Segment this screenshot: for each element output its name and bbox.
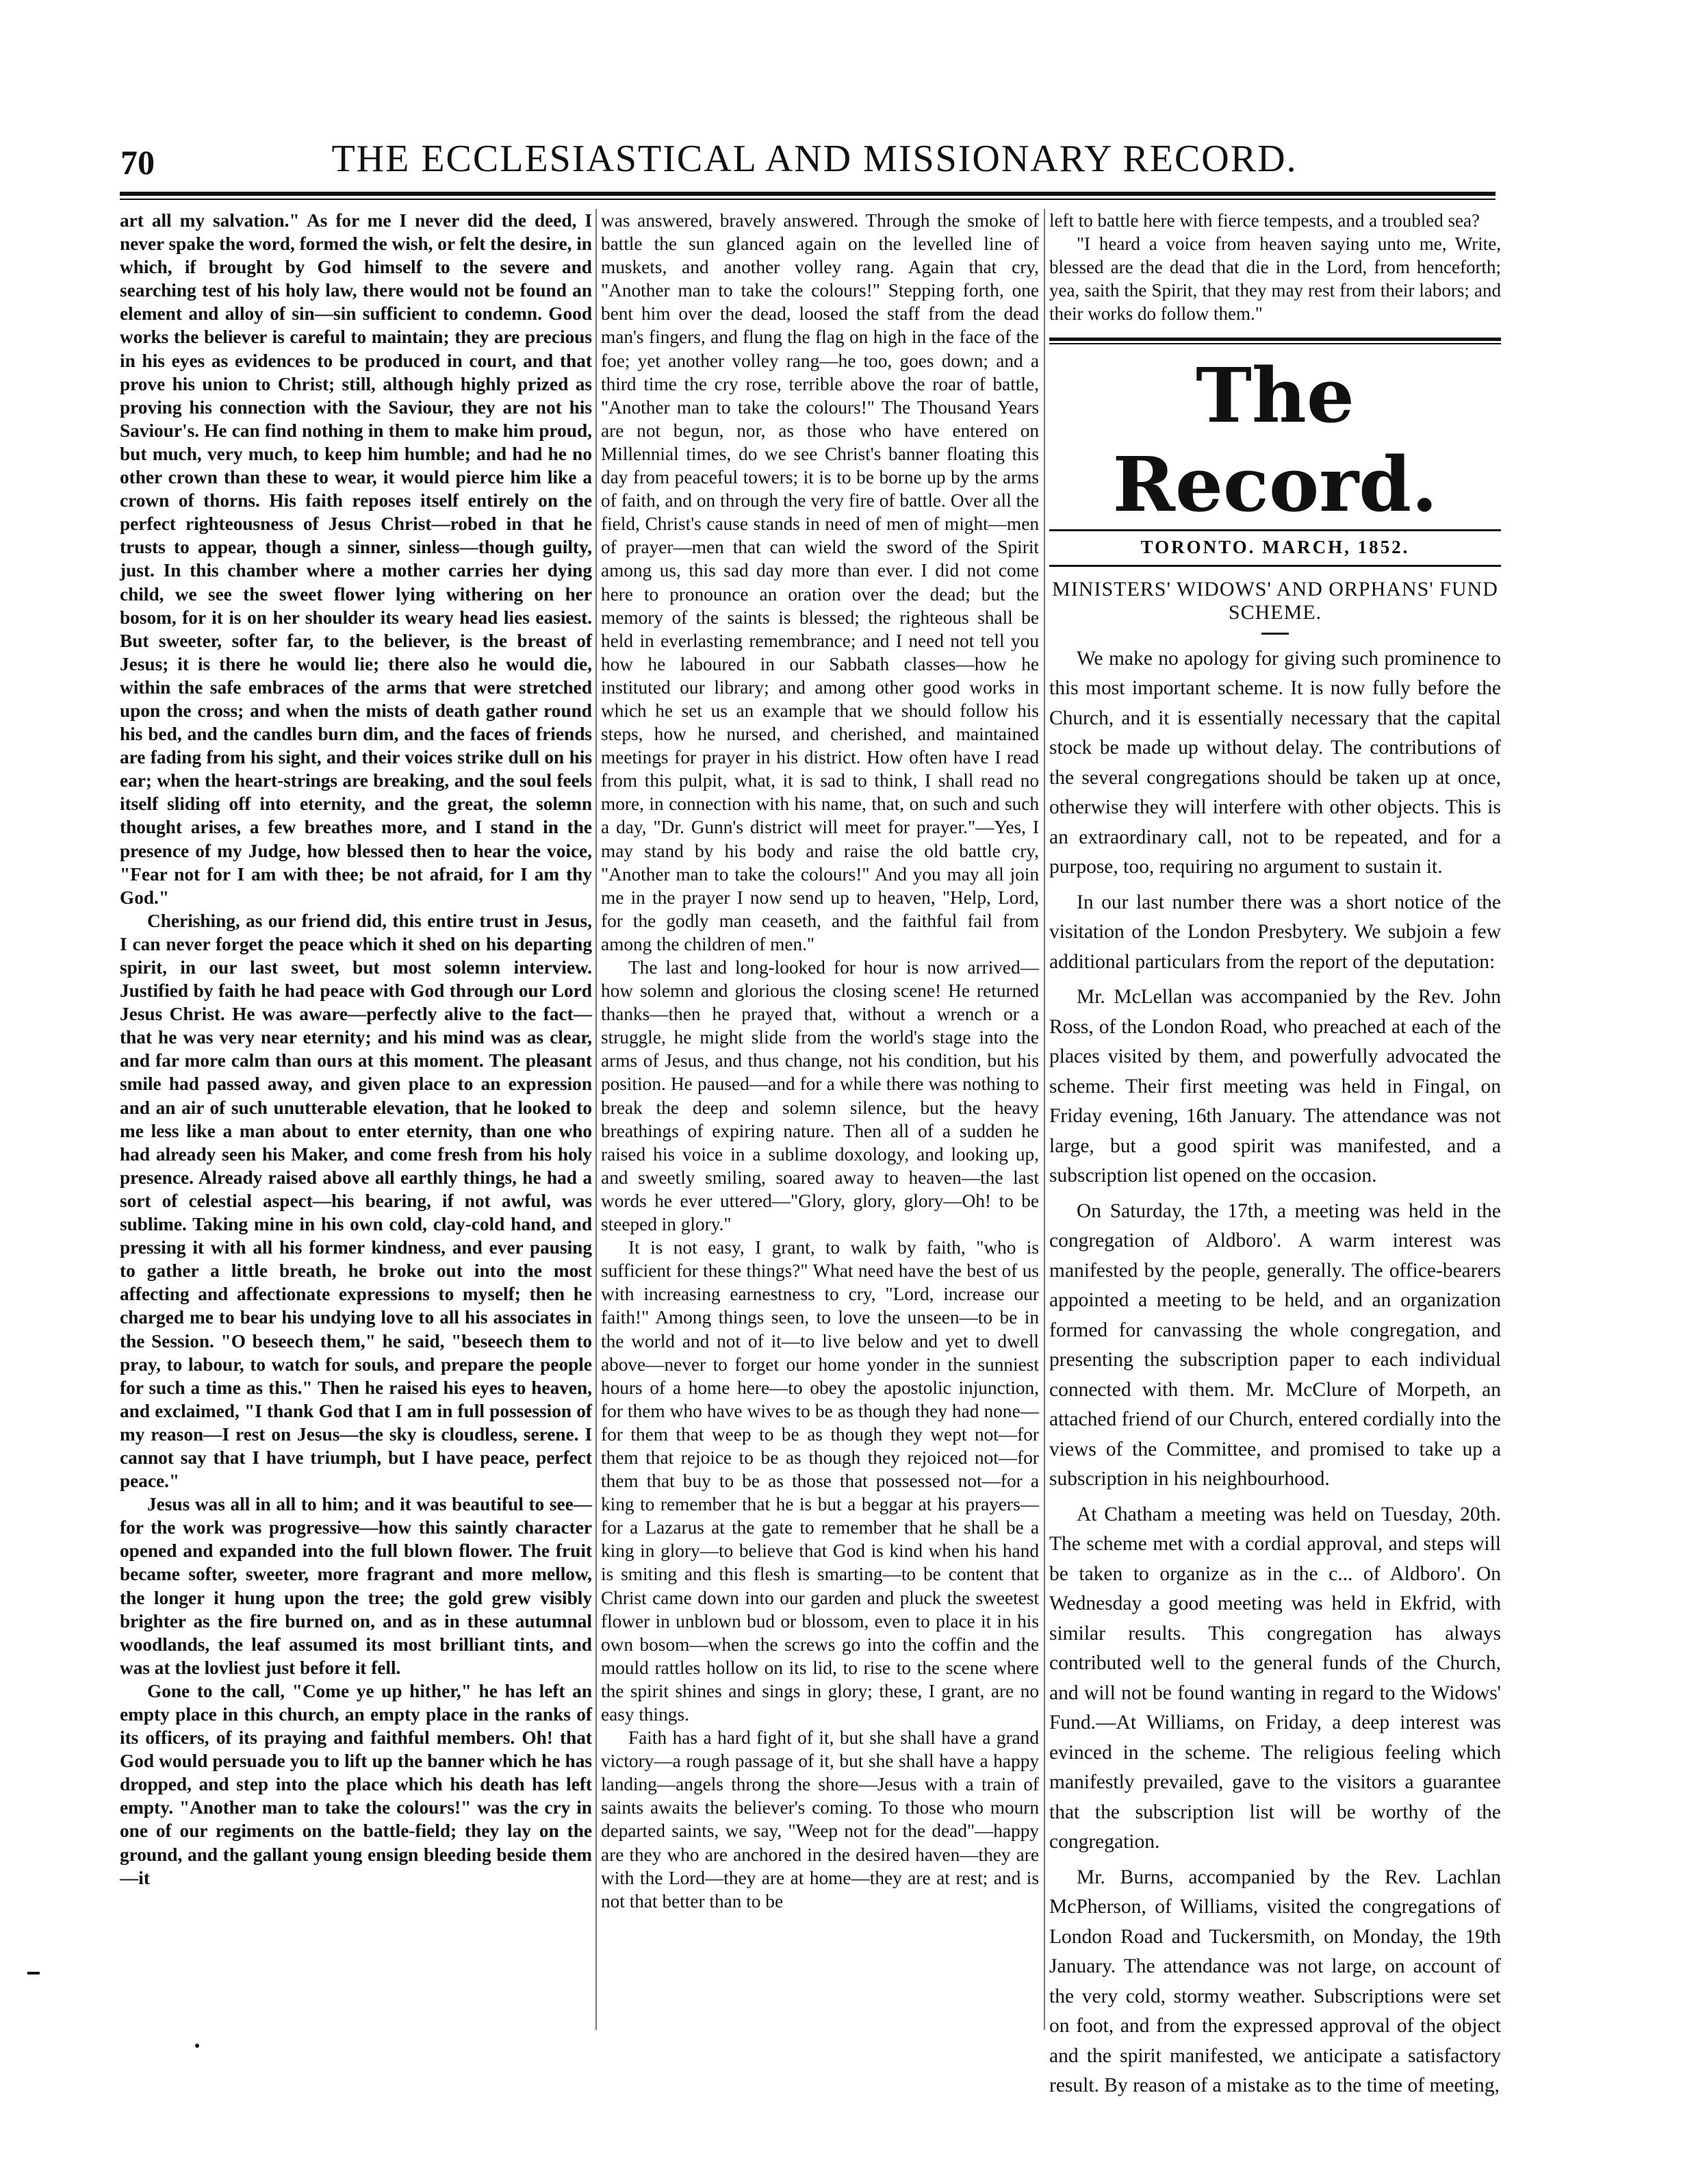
margin-dash [27, 1972, 40, 1975]
margin-dot [195, 2044, 199, 2048]
paragraph: Jesus was all in all to him; and it was beautiful to see—for the work was progressive—how this saintly character opened and expanded into the full blown flower. The fruit became softer, sweeter, more fragrant and more mellow, the longer it hung upon the tree; the gold grew visibly brighter as the fire burned on, and as in these autumnal woodlands, the leaf assumed its most brilliant tints, and was at the lovliest just before it fell. [120, 1494, 592, 1678]
article-title: MINISTERS' WIDOWS' AND ORPHANS' FUND SCHEME. [1052, 577, 1498, 624]
paragraph: At Chatham a meeting was held on Tuesday, 20th. The scheme met with a cordial approval, and steps will be taken to organize as in the c... of Aldboro'. On Wednesday a good meeting was held in Ekfrid, with similar results. This congregation has always contributed well to the general funds of the Church, and will not be found wanting in regard to the Widows' Fund.—At Williams, on Friday, a deep interest was evinced in the scheme. The religious feeling which manifestly prevailed, gave to the visitors a guarantee that the subscription list will be worthy of the congregation. [1049, 1503, 1501, 1853]
paragraph: "I heard a voice from heaven saying unto me, Write, blessed are the dead that die in the Lord, from henceforth; yea, saith the Spirit, that they may rest from their labors; and their works do follow them." [1049, 233, 1501, 325]
masthead: The Record. [1112, 351, 1438, 529]
paragraph: art all my salvation." As for me I never did the deed, I never spake the word, formed the wish, or felt the desire, in which, if brought by God himself to the severe and searching test of his holy law, there would not be found an element and alloy of sin—sin sufficient to condemn. Good works the believer is careful to maintain; they are precious in his eyes as evidences to be produced in court, and that prove his union to Christ; still, although highly prized as proving his connection with the Saviour, they are not his Saviour's. He can find nothing in them to make him proud, but much, very much, to keep him humble; and had he no other crown than these to wear, it would pierce him like a crown of thorns. His faith reposes itself entirely on the perfect righteousness of Jesus Christ—robed in that he trusts to appear, though a sinner, sinless—though guilty, just. In this chamber where a mother carries her dying child, we see the sweet flower lying withering on her bosom, for it is on her shoulder its weary head lies easiest. But sweeter, softer far, to the believer, is the breast of Jesus; it is there he would lie; there also he would die, within the safe embraces of the arms that were stretched upon the cross; and when the mists of death gather round his bed, and the candles burn dim, and the faces of friends are fading from his sight, and their voices strike dull on his ear; when the heart-strings are breaking, and the soul feels itself sliding off into eternity, and the great, the solemn thought arises, a few breathes more, and I stand in the presence of my Judge, how blessed then to hear the voice, "Fear not for I am with thee; be not afraid, for I am thy God." [120, 210, 592, 908]
paragraph: Faith has a hard fight of it, but she shall have a grand victory—a rough passage of it, but she shall have a happy landing—angels throng the shore—Jesus with a train of saints awaits the believer's coming. To those who mourn departed saints, we say, "Weep not for the dead"—happy are they who are anchored in the desired haven—they are with the Lord—they are at home—they are at rest; and is not that better than to be [601, 1727, 1039, 1912]
paragraph: Mr. McLellan was accompanied by the Rev. John Ross, of the London Road, who preached at each of the places visited by them, and powerfully advocated the scheme. Their first meeting was held in Fingal, on Friday evening, 16th January. The attendance was not large, but a good spirit was manifested, and a subscription list opened on the occasion. [1049, 986, 1501, 1187]
paragraph: left to battle here with fierce tempests, and a troubled sea? [1049, 210, 1480, 231]
paragraph: The last and long-looked for hour is now arrived—how solemn and glorious the closing scene! He returned thanks—then he prayed that, without a wrench or a struggle, he might slide from the world's stage into the arms of Jesus, and thus change, not his condition, but his position. He paused—and for a while there was nothing to break the deep and solemn silence, but the heavy breathings of expiring nature. Then all of a sudden he raised his voice in a sublime doxology, and looking up, and sweetly smiling, soared away to heaven—the last words he ever uttered—"Glory, glory, glory—Oh! to be steeped in glory." [601, 957, 1039, 1235]
title-divider [1261, 633, 1289, 635]
paragraph: Cherishing, as our friend did, this entire trust in Jesus, I can never forget the peace which it shed on his departing spirit, in our last sweet, but most solemn interview. Justified by faith he had peace with God through our Lord Jesus Christ. He was aware—perfectly alive to the fact—that he was very near eternity; and his mind was as clear, and far more calm than ours at this moment. The pleasant smile had passed away, and given place to an expression and an air of such unutterable elevation, that he looked to me less like a man about to enter eternity, than one who had already seen his Maker, and come fresh from his holy presence. Already raised above all earthly things, he had a sort of celestial aspect—his bearing, if not awful, was sublime. Taking mine in his own cold, clay-cold hand, and pressing it with all his former kindness, and ever pausing to gather a little breath, he broke out into the most affecting and affectionate expressions to myself; then he charged me to bear his undying love to all his associates in the Session. "O beseech them," he said, "beseech them to pray, to labour, to watch for souls, and prepare the people for such a time as this." Then he raised his eyes to heaven, and exclaimed, "I thank God that I am in full possession of my reason—I rest on Jesus—the sky is cloudless, serene. I cannot say that I have triumph, but I have peace, perfect peace." [120, 910, 592, 1492]
column-rule-left [595, 209, 597, 2030]
column-rule-right [1044, 209, 1045, 2030]
paragraph: It is not easy, I grant, to walk by faith, "who is sufficient for these things?" What need have the best of us with increasing earnestness to cry, "Lord, increase our faith!" Among things seen, to love the unseen—to be in the world and not of it—to live below and yet to dwell above—never to forget our home yonder in the sunniest hours of a home here—to obey the apostolic injunction, for them who have wives to be as though they had none—for them that weep to be as though they wept not—for them that rejoice to be as though they rejoiced not—for them that buy to be as those that possessed not—for a king to remember that he is but a beggar at his prayers—for a Lazarus at the gate to remember that he shall be a king in glory—to believe that God is kind when his hand is smiting and this flesh is smarting—to be content that Christ came down into our garden and pluck the sweetest flower in unblown bud or blossom, even to place it in his own bosom—when the screws go into the coffin and the mould rattles hollow on its lid, to rise to the scene where the spirit shines and sings in glory; these, I grant, are no easy things. [601, 1237, 1039, 1725]
masthead-rule-bottom [1049, 529, 1501, 531]
paragraph: We make no apology for giving such prominence to this most important scheme. It is now fully before the Church, and it is essentially necessary that the capital stock be made up without delay. The contributions of the several congregations should be taken up at once, otherwise they will interfere with other objects. This is an extraordinary call, not to be repeated, and for a purpose, too, requiring no argument to sustain it. [1049, 647, 1501, 878]
column-2 [601, 209, 1039, 1913]
paragraph: In our last number there was a short notice of the visitation of the London Presbytery. We subjoin a few additional particulars from the report of the deputation: [1049, 891, 1501, 973]
paragraph: Mr. Burns, accompanied by the Rev. Lachlan McPherson, of Williams, visited the congregations of London Road and Tuckersmith, on Monday, the 19th January. The attendance was not large, on account of the very cold, stormy weather. Subscriptions were set on foot, and from the expressed approval of the object and the spirit manifested, we anticipate a satisfactory result. By reason of a mistake as to the time of meeting, [1049, 1866, 1501, 2097]
notice-block [1049, 209, 1501, 325]
page-header [103, 137, 1526, 199]
dateline: TORONTO. MARCH, 1852. [1140, 537, 1410, 558]
dateline-rule [1049, 565, 1501, 567]
article-body [1049, 644, 1501, 2101]
paragraph: Gone to the call, "Come ye up hither," he has left an empty place in this church, an empty place in the ranks of its officers, of its praying and faithful members. Oh! that God would persuade you to lift up the banner which he has dropped, and step into the place which his death has left empty. "Another man to take the colours!" was the cry in one of our regiments on the battle-field; they lay on the ground, and the gallant young ensign bleeding beside them—it [120, 1680, 592, 1888]
header-rule-thick [120, 192, 1496, 196]
column-1 [120, 209, 592, 1890]
paragraph: On Saturday, the 17th, a meeting was held in the congregation of Aldboro'. A warm interest was manifested by the people, generally. The office-bearers appointed a meeting to be held, and an organization formed for canvassing the whole congregation, and presenting the subscription paper to each individual connected with them. Mr. McClure of Morpeth, an attached friend of our Church, entered cordially into the views of the Committee, and promised to take up a subscription in his neighbourhood. [1049, 1199, 1501, 1490]
page-number: 70 [120, 143, 155, 181]
paragraph: was answered, bravely answered. Through the smoke of battle the sun glanced again on the levelled line of muskets, and another volley rang. Again that cry, "Another man to take the colours!" Stepping forth, one bent him over the dead, loosed the staff from the dead man's fingers, and flung the flag on high in the face of the foe; yet another volley rang—he too, goes down; and a third time the cry rose, terrible above the roar of battle, "Another man to take the colours!" The Thousand Years are not begun, nor, as those who have entered on Millennial times, do we see Christ's banner floating this day from peaceful towers; it is to be borne up by the arms of faith, and on through the very fire of battle. Over all the field, Christ's cause stands in need of men of might—men of prayer—men that can wield the sword of the Spirit among us, this sad day more than ever. I did not come here to pronounce an oration over the dead; but the memory of the saints is blessed; the righteous shall be held in everlasting remembrance; and I need not tell you how he laboured in our Sabbath classes—how he instituted our library; and among other good works in which he set us an example that we should follow his steps, how he nursed, and cherished, and maintained meetings for prayer in his district. How often have I read from this pulpit, what, it is sad to think, I shall read no more, in connection with his name, that, on such and such a day, "Dr. Gunn's district will meet for prayer."—Yes, I may stand by his body and raise the old battle cry, "Another man to take the colours!" And you may all join me in the prayer I now send up to heaven, "Help, Lord, for the godly man ceaseth, and the faithful fail from among the children of men." [601, 210, 1039, 954]
masthead-rule-top [1049, 338, 1501, 341]
header-rule-thin [120, 199, 1496, 200]
column-3 [1049, 209, 1501, 2107]
masthead-rule-top-thin [1049, 343, 1501, 344]
running-title: THE ECCLESIASTICAL AND MISSIONARY RECORD. [331, 138, 1298, 180]
